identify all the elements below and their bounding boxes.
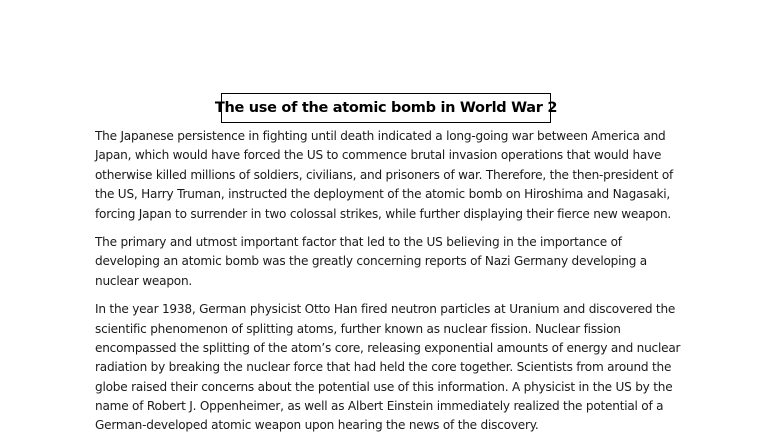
text-line: encompassed the splitting of the atom’s core, releasing exponential amounts of energy and nuclear: [95, 340, 681, 355]
paragraph-1: [95, 127, 695, 224]
text-line: globe raised their concerns about the potential use of this information. A physicist in the US by the: [95, 379, 673, 394]
text-line: otherwise killed millions of soldiers, civilians, and prisoners of war. Therefore, the then-president of: [95, 167, 674, 182]
text-line: In the year 1938, German physicist Otto Han fired neutron particles at Uranium and discovered the: [95, 302, 676, 317]
text-line: name of Robert J. Oppenheimer, as well as Albert Einstein immediately realized the potential of a: [95, 399, 664, 414]
text-line: The Japanese persistence in fighting until death indicated a long-going war between America and: [95, 129, 666, 143]
text-line: developing an atomic bomb was the greatly concerning reports of Nazi Germany developing a: [95, 254, 647, 269]
text-line: Japan, which would have forced the US to commence brutal invasion operations that would have: [95, 148, 662, 163]
document-title: The use of the atomic bomb in World War 2: [214, 100, 558, 116]
text-line: radiation by breaking the nuclear force that had held the core together. Scientists from around the: [95, 360, 672, 375]
text-line: German-developed atomic weapon upon hearing the news of the discovery.: [95, 418, 539, 433]
document-body: [95, 127, 695, 445]
title-box: [214, 93, 558, 123]
text-line: nuclear weapon.: [95, 273, 193, 288]
paragraph-2: [95, 233, 695, 291]
text-line: scientific phenomenon of splitting atoms, further known as nuclear fission. Nuclear fission: [95, 321, 621, 336]
text-line: forcing Japan to surrender in two colossal strikes, while further displaying their fierce new weapon.: [95, 206, 672, 221]
text-line: The primary and utmost important factor that led to the US believing in the importance of: [95, 234, 622, 249]
text-line: the US, Harry Truman, instructed the deployment of the atomic bomb on Hiroshima and Nagasaki,: [95, 187, 671, 202]
paragraph-3: [95, 300, 695, 436]
